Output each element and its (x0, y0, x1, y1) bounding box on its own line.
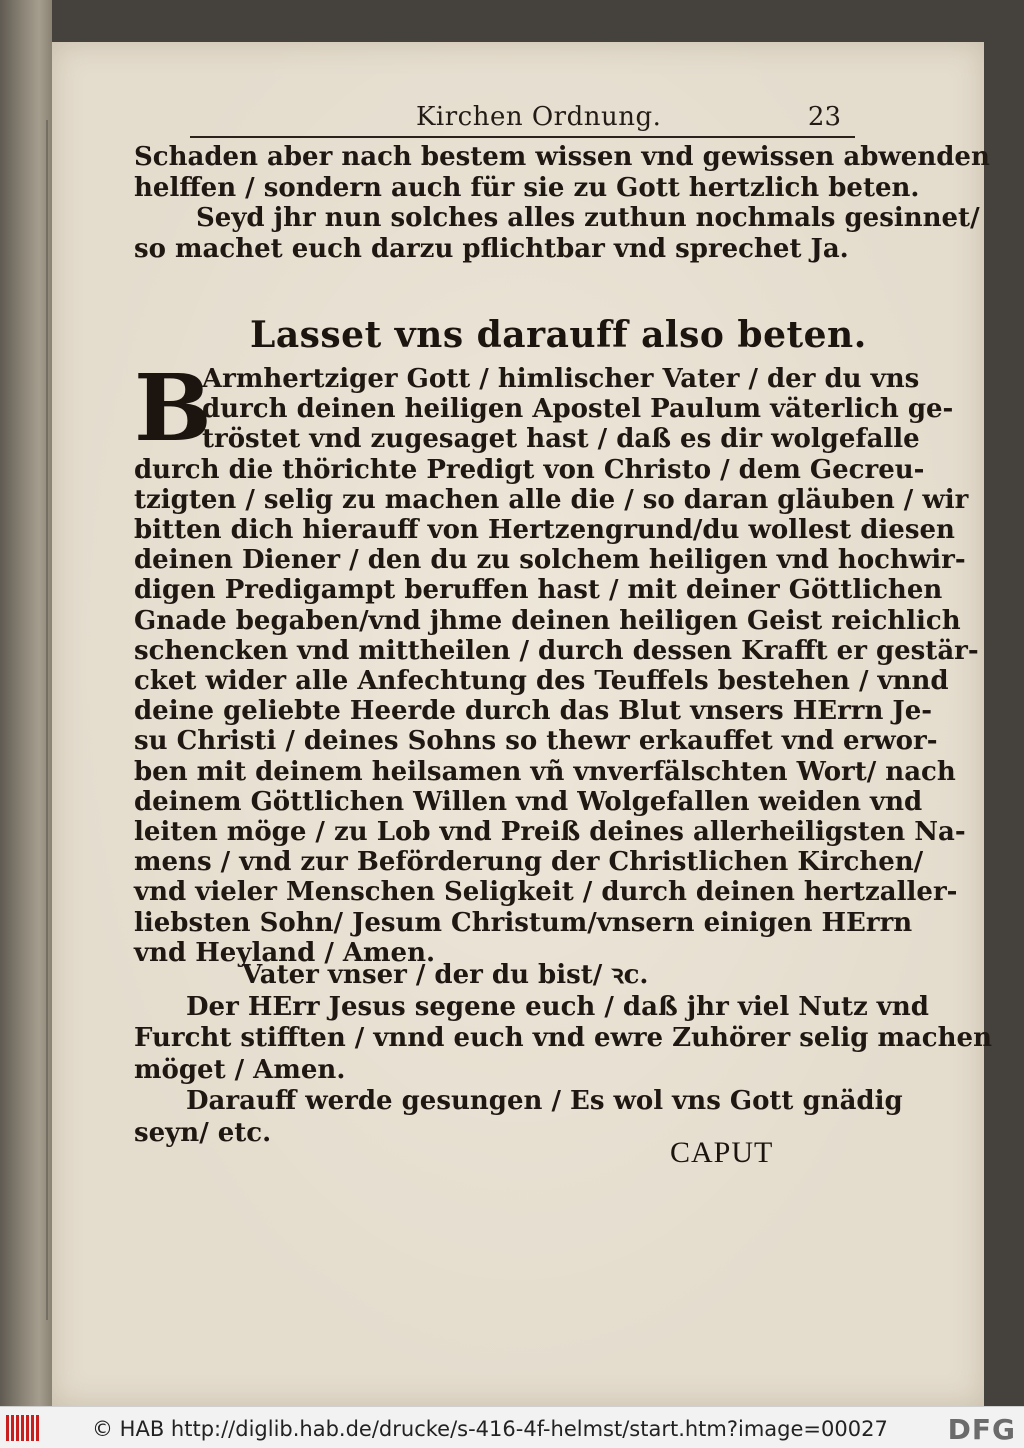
text-line: Seyd jhr nun solches alles zuthun nochmals gesinnet/ (196, 203, 980, 233)
book-spine-edge (0, 0, 52, 1406)
text-line: vnd vieler Menschen Seligkeit / durch deinen hertzaller- (134, 877, 958, 908)
text-line: vnd Heyland / Amen. (134, 937, 436, 968)
text-line: deine geliebte Heerde durch das Blut vnsers HErrn Je- (134, 696, 933, 727)
book-page (52, 42, 992, 1406)
section-heading: Lasset vns darauff also beten. (250, 314, 867, 356)
text-line: durch die thörichte Predigt von Christo / dem Gecreu- (134, 454, 925, 485)
page-header (190, 102, 855, 138)
text-line: Gnade begaben/vnd jhme deinen heiligen Geist reichlich (134, 605, 961, 636)
text-line: Schaden aber nach bestem wissen vnd gewissen abwenden (134, 142, 990, 172)
closing-paragraph (134, 960, 992, 1149)
text-line: Vater vnser / der du bist/ ꝛc. (242, 960, 649, 990)
text-line: Furcht stifften / vnnd euch vnd ewre Zuhörer selig machen (134, 1023, 992, 1053)
text-line: helffen / sondern auch für sie zu Gott hertzlich beten. (134, 172, 920, 203)
drop-cap (134, 354, 212, 462)
text-line: deinem Göttlichen Willen vnd Wolgefallen weiden vnd (134, 786, 923, 817)
drop-cap-letter: B (134, 354, 212, 462)
page-number: 23 (807, 102, 841, 132)
text-line: Armhertziger Gott / himlischer Vater / der du vns (202, 364, 920, 394)
text-line: su Christi / deines Sohns so thewr erkauffet vnd erwor- (134, 726, 938, 757)
text-line: tzigten / selig zu machen alle die / so daran gläuben / wir (134, 484, 969, 515)
text-line: durch deinen heiligen Apostel Paulum väterlich ge- (202, 394, 954, 425)
text-line: ben mit deinem heilsamen vñ vnverfälschten Wort/ nach (134, 756, 956, 787)
text-line: mens / vnd zur Beförderung der Christlichen Kirchen/ (134, 847, 924, 878)
text-line: deinen Diener / den du zu solchem heiligen vnd hochwir- (134, 545, 966, 576)
text-line: schencken vnd mittheilen / durch dessen Krafft er gestär- (134, 635, 979, 666)
text-line: so machet euch darzu pflichtbar vnd sprechet Ja. (134, 233, 849, 264)
running-title: Kirchen Ordnung. (416, 102, 662, 132)
text-line: digen Predigampt beruffen hast / mit deiner Göttlichen (134, 575, 943, 606)
text-line: bitten dich hierauff von Hertzengrund/du wollest diesen (134, 515, 955, 546)
text-line: Darauff werde gesungen / Es wol vns Gott gnädig (186, 1086, 903, 1116)
hab-logo-icon (6, 1415, 46, 1441)
dfg-logo: DFG (947, 1413, 1016, 1446)
text-line: leiten möge / zu Lob vnd Preiß deines allerheiligsten Na- (134, 817, 966, 848)
text-line: Der HErr Jesus segene euch / daß jhr viel Nutz vnd (186, 991, 929, 1022)
intro-paragraph (134, 142, 990, 264)
copyright-url[interactable]: © HAB http://diglib.hab.de/drucke/s-416-4f-helmst/start.htm?image=00027 (92, 1417, 888, 1441)
text-line: möget / Amen. (134, 1054, 346, 1085)
catchword: CAPUT (670, 1136, 774, 1169)
text-line: cket wider alle Anfechtung des Teuffels bestehen / vnnd (134, 666, 949, 697)
footer-bar (0, 1406, 1024, 1448)
prayer-paragraph (134, 354, 979, 968)
text-line: liebsten Sohn/ Jesum Christum/vnsern einigen HErrn (134, 907, 913, 938)
text-line: seyn/ etc. (134, 1117, 272, 1148)
text-line: tröstet vnd zugesaget hast / daß es dir wolgefalle (202, 424, 920, 455)
